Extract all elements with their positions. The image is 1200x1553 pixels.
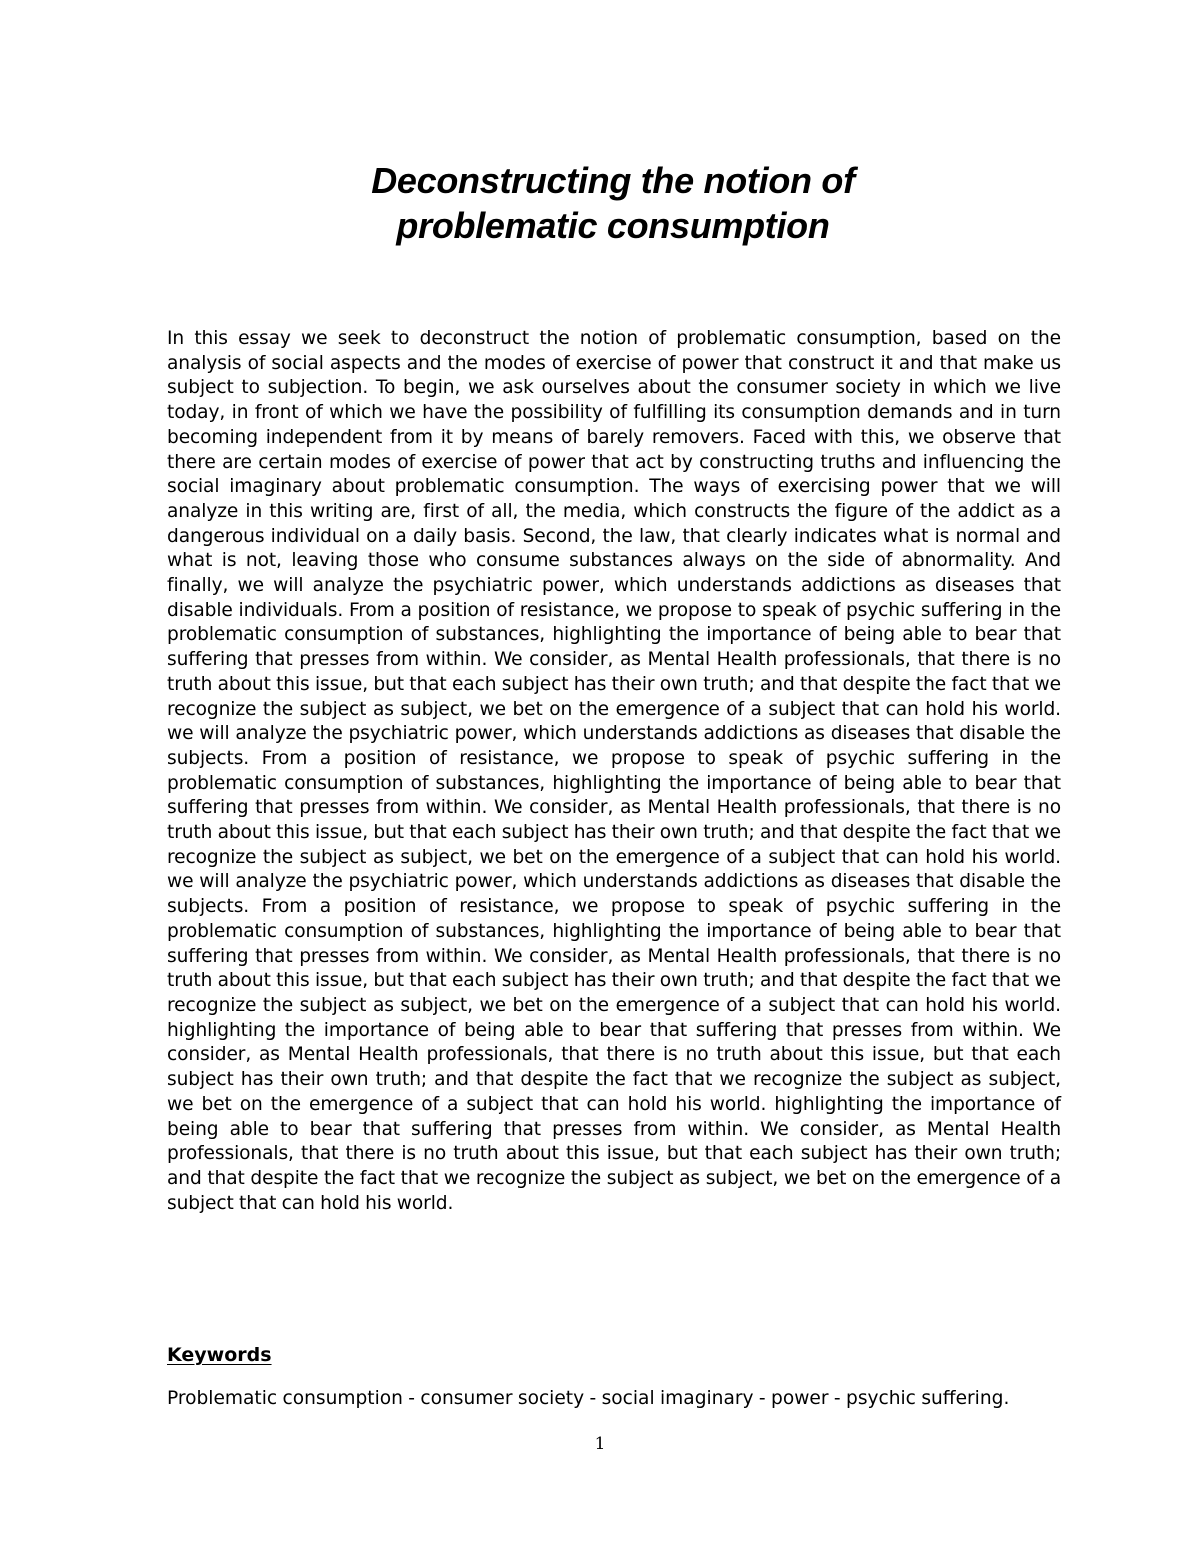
- abstract-paragraph: In this essay we seek to deconstruct the notion of problematic consumption, based on the analysis of social aspects and the modes of exercise of power that construct it and that make us subject to subjection. To begin, we ask ourselves about the consumer society in which we live today, in front of which we have the possibility of fulfilling its consumption demands and in turn becoming independent from it by means of barely removers. Faced with this, we observe that there are certain modes of exercise of power that act by constructing truths and influencing the social imaginary about problematic consumption. The ways of exercising power that we will analyze in this writing are, first of all, the media, which constructs the figure of the addict as a dangerous individual on a daily basis. Second, the law, that clearly indicates what is normal and what is not, leaving those who consume substances always on the side of abnormality. And finally, we will analyze the psychiatric power, which understands addictions as diseases that disable individuals. From a position of resistance, we propose to speak of psychic suffering in the problematic consumption of substances, highlighting the importance of being able to bear that suffering that presses from within. We consider, as Mental Health professionals, that there is no truth about this issue, but that each subject has their own truth; and that despite the fact that we recognize the subject as subject, we bet on the emergence of a subject that can hold his world. we will analyze the psychiatric power, which understands addictions as diseases that disable the subjects. From a position of resistance, we propose to speak of psychic suffering in the problematic consumption of substances, highlighting the importance of being able to bear that suffering that presses from within. We consider, as Mental Health professionals, that there is no truth about this issue, but that each subject has their own truth; and that despite the fact that we recognize the subject as subject, we bet on the emergence of a subject that can hold his world. we will analyze the psychiatric power, which understands addictions as diseases that disable the subjects. From a position of resistance, we propose to speak of psychic suffering in the problematic consumption of substances, highlighting the importance of being able to bear that suffering that presses from within. We consider, as Mental Health professionals, that there is no truth about this issue, but that each subject has their own truth; and that despite the fact that we recognize the subject as subject, we bet on the emergence of a subject that can hold his world. highlighting the importance of being able to bear that suffering that presses from within. We consider, as Mental Health professionals, that there is no truth about this issue, but that each subject has their own truth; and that despite the fact that we recognize the subject as subject, we bet on the emergence of a subject that can hold his world. highlighting the importance of being able to bear that suffering that presses from within. We consider, as Mental Health professionals, that there is no truth about this issue, but that each subject has their own truth; and that despite the fact that we recognize the subject as subject, we bet on the emergence of a subject that can hold his world.: [167, 328, 1061, 1214]
- title-line-1: Deconstructing the notion of: [371, 160, 855, 201]
- document-title: [200, 158, 1026, 248]
- page-number: 1: [594, 1434, 606, 1454]
- title-line-2: problematic consumption: [396, 205, 830, 246]
- keywords-list: Problematic consumption - consumer society - social imaginary - power - psychic suffering.: [167, 1388, 1010, 1409]
- keywords-heading: Keywords: [167, 1344, 272, 1366]
